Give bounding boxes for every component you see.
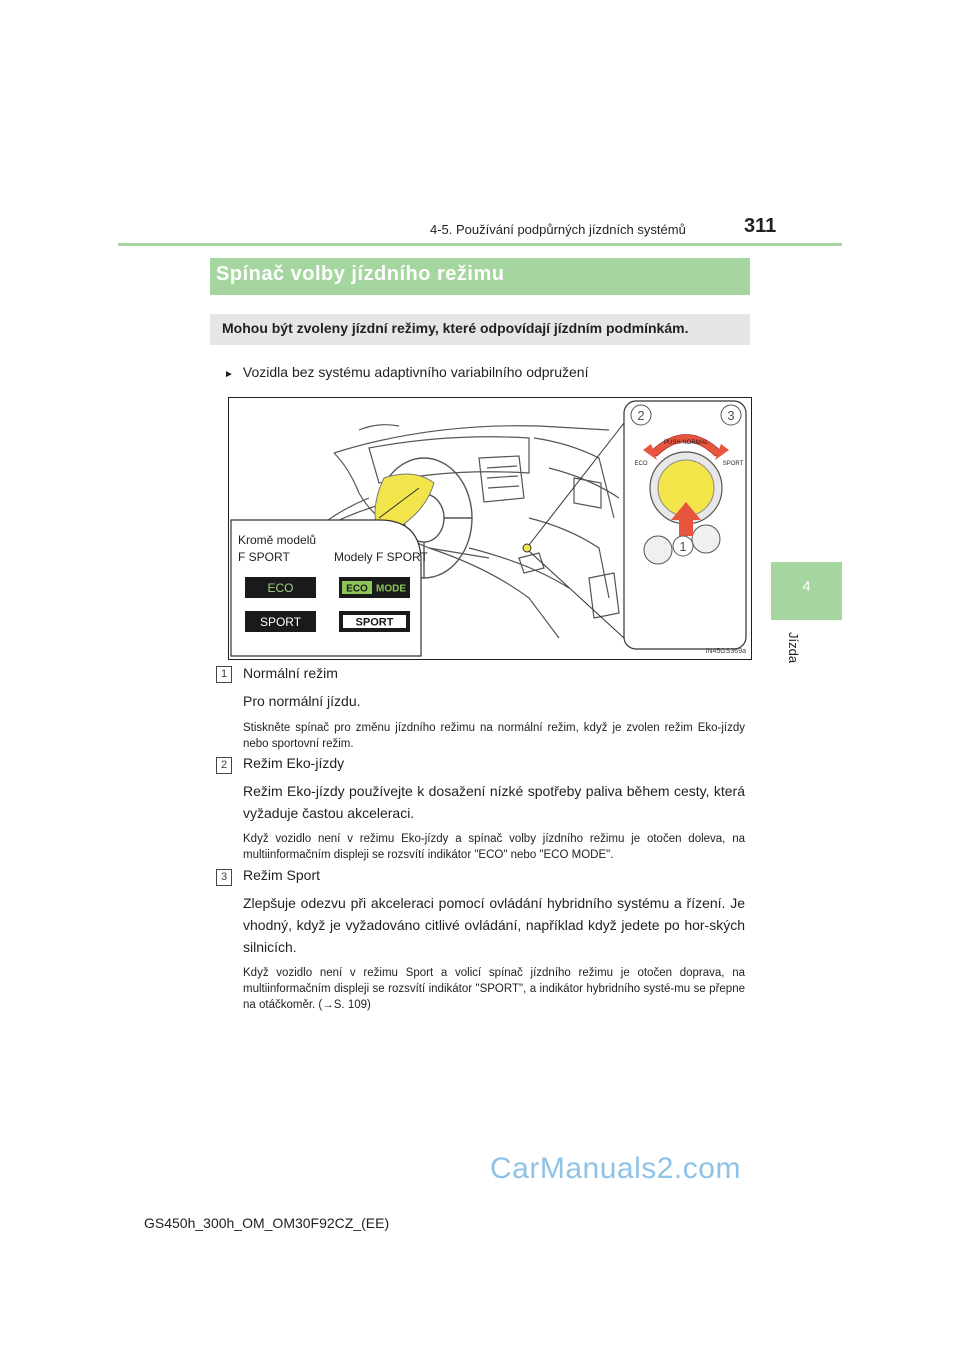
figure-code: IN45GS369a bbox=[705, 648, 746, 655]
footer-code: GS450h_300h_OM_OM30F92CZ_(EE) bbox=[144, 1215, 390, 1231]
dashboard-illustration bbox=[229, 398, 751, 659]
item-number-3: 3 bbox=[216, 869, 232, 886]
label-except-line2: F SPORT bbox=[238, 550, 290, 564]
item-2-title: Režim Eko-jízdy bbox=[243, 755, 345, 771]
eco-indicator-text: ECO bbox=[267, 581, 294, 595]
section-title: Spínač volby jízdního režimu bbox=[216, 263, 505, 285]
item-3-body: Zlepšuje odezvu při akceleraci pomocí ovládání hybridního systému a řízení. Je vhodný, když je vyžadováno citlivé ovládání, například když jedete po hor-ských silnicích. bbox=[243, 895, 745, 955]
chapter-title: Jízda bbox=[786, 632, 801, 664]
variant-text: Vozidla bez systému adaptivního variabilního odpružení bbox=[242, 364, 589, 380]
eco-mode-mode-text: MODE bbox=[376, 583, 406, 595]
callout-1-text: 1 bbox=[679, 539, 687, 554]
callout-3-text: 3 bbox=[727, 408, 735, 423]
item-1-body: Pro normální jízdu. bbox=[243, 693, 361, 709]
dashboard-figure bbox=[228, 397, 752, 660]
item-3-note: Když vozidlo není v režimu Sport a volicí spínač jízdního režimu je otočen doprava, na multiinformačním displeji se rozsvítí indikátor "SPORT", a indikátor hybridního systé-mu se přepne na otáčkoměr. (→S. 109) bbox=[243, 967, 745, 1011]
item-number-2: 2 bbox=[216, 757, 232, 774]
label-except-line1: Kromě modelů bbox=[238, 533, 317, 547]
item-1-title: Normální režim bbox=[243, 665, 338, 681]
item-1-note: Stiskněte spínač pro změnu jízdního režimu na normální režim, když je zvolen režim Eko-jízdy nebo sportovní režim. bbox=[243, 722, 745, 750]
item-2-note: Když vozidlo není v režimu Eko-jízdy a spínač volby jízdního režimu je otočen doleva, na multiinformačním displeji se rozsvítí indikátor "ECO" nebo "ECO MODE". bbox=[243, 833, 745, 861]
intro-text: Mohou být zvoleny jízdní režimy, které odpovídají jízdním podmínkám. bbox=[222, 320, 689, 336]
knob-push-normal-label: PUSH NORMAL bbox=[663, 440, 709, 446]
item-2-body: Režim Eko-jízdy používejte k dosažení nízké spotřeby paliva během cesty, která vyžaduje častou akceleraci. bbox=[243, 783, 745, 821]
item-3-title: Režim Sport bbox=[243, 867, 321, 883]
chapter-number: 4 bbox=[802, 578, 811, 595]
knob-sport-label: SPORT bbox=[722, 461, 744, 467]
variant-line bbox=[224, 364, 588, 380]
selector-location-dot bbox=[523, 544, 531, 552]
callout-2-text: 2 bbox=[637, 408, 645, 423]
running-header: 4-5. Používání podpůrných jízdních systémů bbox=[430, 222, 686, 237]
triangle-bullet-icon: ► bbox=[224, 369, 234, 380]
side-button-right bbox=[692, 525, 720, 553]
header-rule bbox=[118, 243, 842, 246]
knob-eco-label: ECO bbox=[634, 461, 648, 467]
sport-fsport-text: SPORT bbox=[355, 616, 394, 629]
item-number-1: 1 bbox=[216, 666, 232, 683]
watermark: CarManuals2.com bbox=[490, 1152, 741, 1185]
sport-indicator-text: SPORT bbox=[259, 615, 302, 629]
page-number: 311 bbox=[744, 215, 777, 237]
side-button-left bbox=[644, 536, 672, 564]
label-fsport: Modely F SPORT bbox=[334, 550, 428, 564]
eco-mode-eco-text: ECO bbox=[346, 583, 368, 595]
